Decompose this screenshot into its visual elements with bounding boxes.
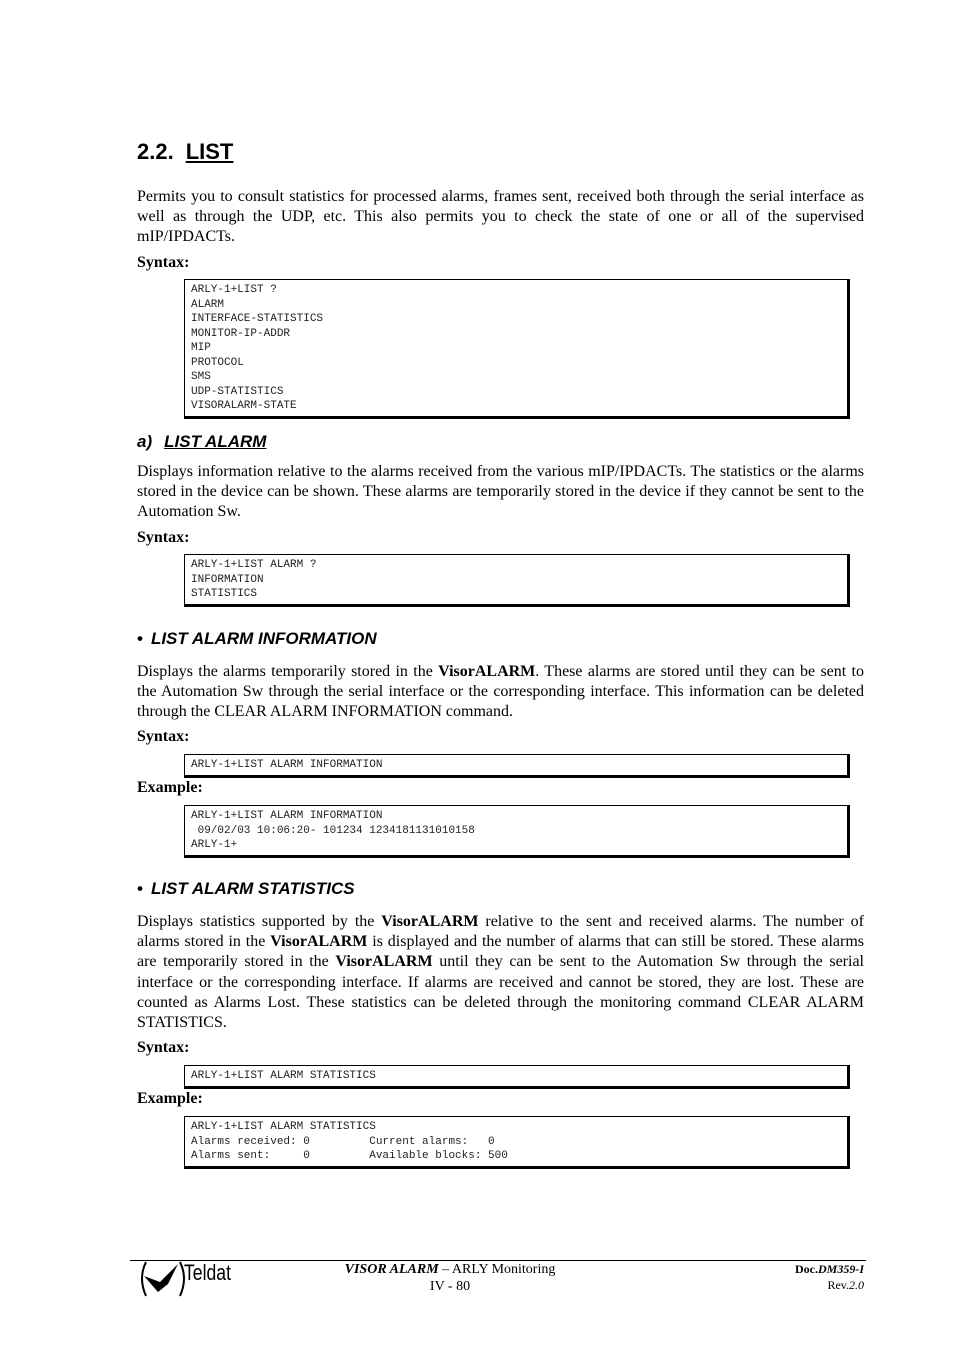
- syntax-label: Syntax:: [137, 529, 190, 546]
- code-line: ARLY-1+: [191, 839, 238, 851]
- syntax-label: Syntax:: [137, 254, 190, 271]
- code-box: [184, 1116, 850, 1169]
- bullet-heading: • LIST ALARM STATISTICS: [137, 879, 355, 898]
- syntax-label: Syntax:: [137, 728, 190, 745]
- paragraph: Displays the alarms temporarily stored in the VisorALARM. These alarms are stored until they can be sent to the Automation Sw through the serial interface or the corresponding interface. This information can be deleted through the CLEAR ALARM INFORMATION command.: [137, 663, 864, 721]
- code-line: ALARM: [191, 298, 225, 311]
- code-line: Alarms received: 0 Current alarms: 0: [191, 1135, 495, 1148]
- code-box: [184, 805, 850, 858]
- teldat-logo: Teldat: [138, 1258, 238, 1298]
- footer-doc: Doc.DM359-I Rev.2.0: [794, 1262, 864, 1292]
- section-heading: 2.2. LIST: [137, 139, 234, 164]
- code-line: ARLY-1+LIST ALARM ?: [191, 559, 317, 571]
- code-line: ARLY-1+LIST ALARM INFORMATION: [191, 810, 383, 822]
- code-line: ARLY-1+LIST ALARM INFORMATION: [191, 759, 383, 771]
- subsection-heading: a) LIST ALARM: [137, 432, 267, 451]
- code-line: STATISTICS: [191, 588, 258, 600]
- syntax-label: Syntax:: [137, 1039, 190, 1056]
- code-box: [184, 279, 850, 419]
- example-label: Example:: [137, 1090, 203, 1107]
- code-line: ARLY-1+LIST ALARM STATISTICS: [191, 1070, 376, 1082]
- code-box: [184, 554, 850, 607]
- code-box: [184, 754, 850, 778]
- paragraph: Displays statistics supported by the VisorALARM relative to the sent and received alarms. The number of alarms stored in the VisorALARM is displayed and the number of alarms that can still be stored. These alarms are temporarily stored in the VisorALARM until they can be sent to the Automation Sw through the serial interface or the corresponding interface. If alarms are received and cannot be stored, they are lost. These are counted as Alarms Lost. These statistics can be deleted through the monitoring command CLEAR ALARM STATISTICS.: [137, 913, 864, 1032]
- code-line: INFORMATION: [191, 573, 264, 586]
- code-line: 09/02/03 10:06:20- 101234 1234181131010158: [191, 824, 475, 837]
- code-line: PROTOCOL: [191, 356, 244, 369]
- code-line: MIP: [191, 342, 211, 354]
- code-line: UDP-STATISTICS: [191, 385, 284, 398]
- example-label: Example:: [137, 779, 203, 796]
- code-line: INTERFACE-STATISTICS: [191, 313, 324, 325]
- code-line: ARLY-1+LIST ALARM STATISTICS: [191, 1121, 376, 1133]
- footer-center: VISOR ALARM – ARLY Monitoring IV - 80: [300, 1261, 600, 1295]
- page-number: IV - 80: [429, 1279, 471, 1294]
- code-box: [184, 1065, 850, 1089]
- code-line: ARLY-1+LIST ?: [191, 284, 277, 296]
- paragraph: Displays information relative to the alarms received from the various mIP/IPDACTs. The statistics or the alarms stored in the device can be shown. These alarms are temporarily stored in the device if they cannot be sent to the Automation Sw.: [137, 463, 864, 521]
- code-line: Alarms sent: 0 Available blocks: 500: [191, 1150, 508, 1162]
- code-line: SMS: [191, 371, 211, 383]
- code-line: VISORALARM-STATE: [191, 400, 297, 412]
- code-line: MONITOR-IP-ADDR: [191, 327, 291, 340]
- bullet-heading: • LIST ALARM INFORMATION: [137, 629, 377, 648]
- intro-paragraph: Permits you to consult statistics for processed alarms, frames sent, received both through the serial interface as well as through the UDP, etc. This also permits you to check the state of one or all of the supervised mIP/IPDACTs.: [137, 188, 864, 246]
- bird-logo-icon: [138, 1258, 188, 1298]
